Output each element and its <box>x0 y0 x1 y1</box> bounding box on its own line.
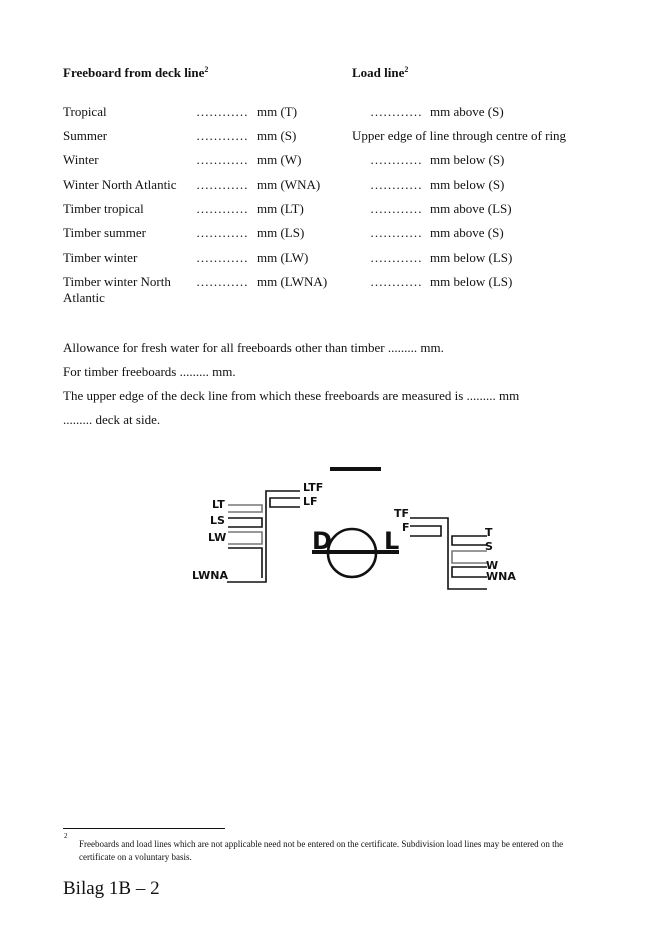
row-load-text: mm below (S) <box>430 177 505 192</box>
load-line-marks <box>410 518 487 589</box>
row-name: Timber tropical <box>63 201 144 216</box>
label-ls: LS <box>210 514 225 527</box>
row-name: Tropical <box>63 104 107 119</box>
footnote-ref: 2 <box>404 65 409 74</box>
label-lf: LF <box>303 495 318 508</box>
row-load-dots: ………… <box>370 250 422 265</box>
row-name: Winter <box>63 152 99 167</box>
row-name: Timber winter <box>63 250 138 265</box>
row-load-text: mm below (S) <box>430 152 505 167</box>
row-name: Winter North Atlantic <box>63 177 177 192</box>
label-w: W <box>486 559 499 572</box>
row-dots: ………… <box>196 128 248 143</box>
row-unit: mm (WNA) <box>257 177 321 192</box>
row-load-text: mm above (S) <box>430 225 504 240</box>
footnote-number: 2 <box>64 832 68 840</box>
row-load-text: mm above (LS) <box>430 201 512 216</box>
footnote-rule <box>63 828 225 829</box>
row-unit: mm (LS) <box>257 225 305 240</box>
footnote-ref: 2 <box>204 65 209 74</box>
ring-letter-d: D <box>312 527 332 555</box>
row-unit: mm (LWNA) <box>257 274 328 289</box>
loadline-header-text: Load line <box>352 65 405 80</box>
row-unit: mm (S) <box>257 128 297 143</box>
label-lw: LW <box>208 531 227 544</box>
row-load-text: mm above (S) <box>430 104 504 119</box>
row-name: Timber summer <box>63 225 146 240</box>
row-name: Timber winter North <box>63 274 171 289</box>
row-name: Summer <box>63 128 108 143</box>
row-load-dots: ………… <box>370 274 422 289</box>
row-unit: mm (LT) <box>257 201 304 216</box>
row-dots: ………… <box>196 104 248 119</box>
page-footer: Bilag 1B – 2 <box>63 878 160 899</box>
row-load-dots: ………… <box>370 104 422 119</box>
ring-letter-l: L <box>384 527 400 555</box>
row-load-dots: ………… <box>370 177 422 192</box>
row-dots: ………… <box>196 225 248 240</box>
timber-freeboards: For timber freeboards ......... mm. <box>63 364 236 379</box>
deck-line-edge: The upper edge of the deck line from which these freeboards are measured is ......... mm <box>63 388 520 403</box>
row-dots: ………… <box>196 250 248 265</box>
label-f: F <box>402 521 410 534</box>
deck-at-side: ......... deck at side. <box>63 412 161 427</box>
row-dots: ………… <box>196 152 248 167</box>
label-ltf: LTF <box>303 481 324 494</box>
row-name-line2: Atlantic <box>63 290 105 305</box>
label-lt: LT <box>212 498 225 511</box>
row-load-text: mm below (LS) <box>430 250 513 265</box>
label-t: T <box>485 526 493 539</box>
footnote-text: Freeboards and load lines which are not applicable need not be entered on the certificate. Subdivision load lines may be entered on the certificate on a voluntary basis. <box>79 839 564 862</box>
label-lwna: LWNA <box>192 569 229 582</box>
timber-load-line-marks <box>227 491 300 582</box>
row-unit: mm (LW) <box>257 250 309 265</box>
row-dots: ………… <box>196 274 248 289</box>
row-dots: ………… <box>196 177 248 192</box>
row-dots: ………… <box>196 201 248 216</box>
label-s: S <box>485 540 493 553</box>
row-unit: mm (W) <box>257 152 302 167</box>
row-unit: mm (T) <box>257 104 298 119</box>
label-tf: TF <box>394 507 410 520</box>
label-wna: WNA <box>486 570 516 583</box>
row-load-text: Upper edge of line through centre of ring <box>352 128 567 143</box>
row-load-dots: ………… <box>370 201 422 216</box>
row-load-text: mm below (LS) <box>430 274 513 289</box>
fresh-water-allowance: Allowance for fresh water for all freeboards other than timber ......... mm. <box>63 340 444 355</box>
row-load-dots: ………… <box>370 152 422 167</box>
row-load-dots: ………… <box>370 225 422 240</box>
freeboard-header-text: Freeboard from deck line <box>63 65 205 80</box>
